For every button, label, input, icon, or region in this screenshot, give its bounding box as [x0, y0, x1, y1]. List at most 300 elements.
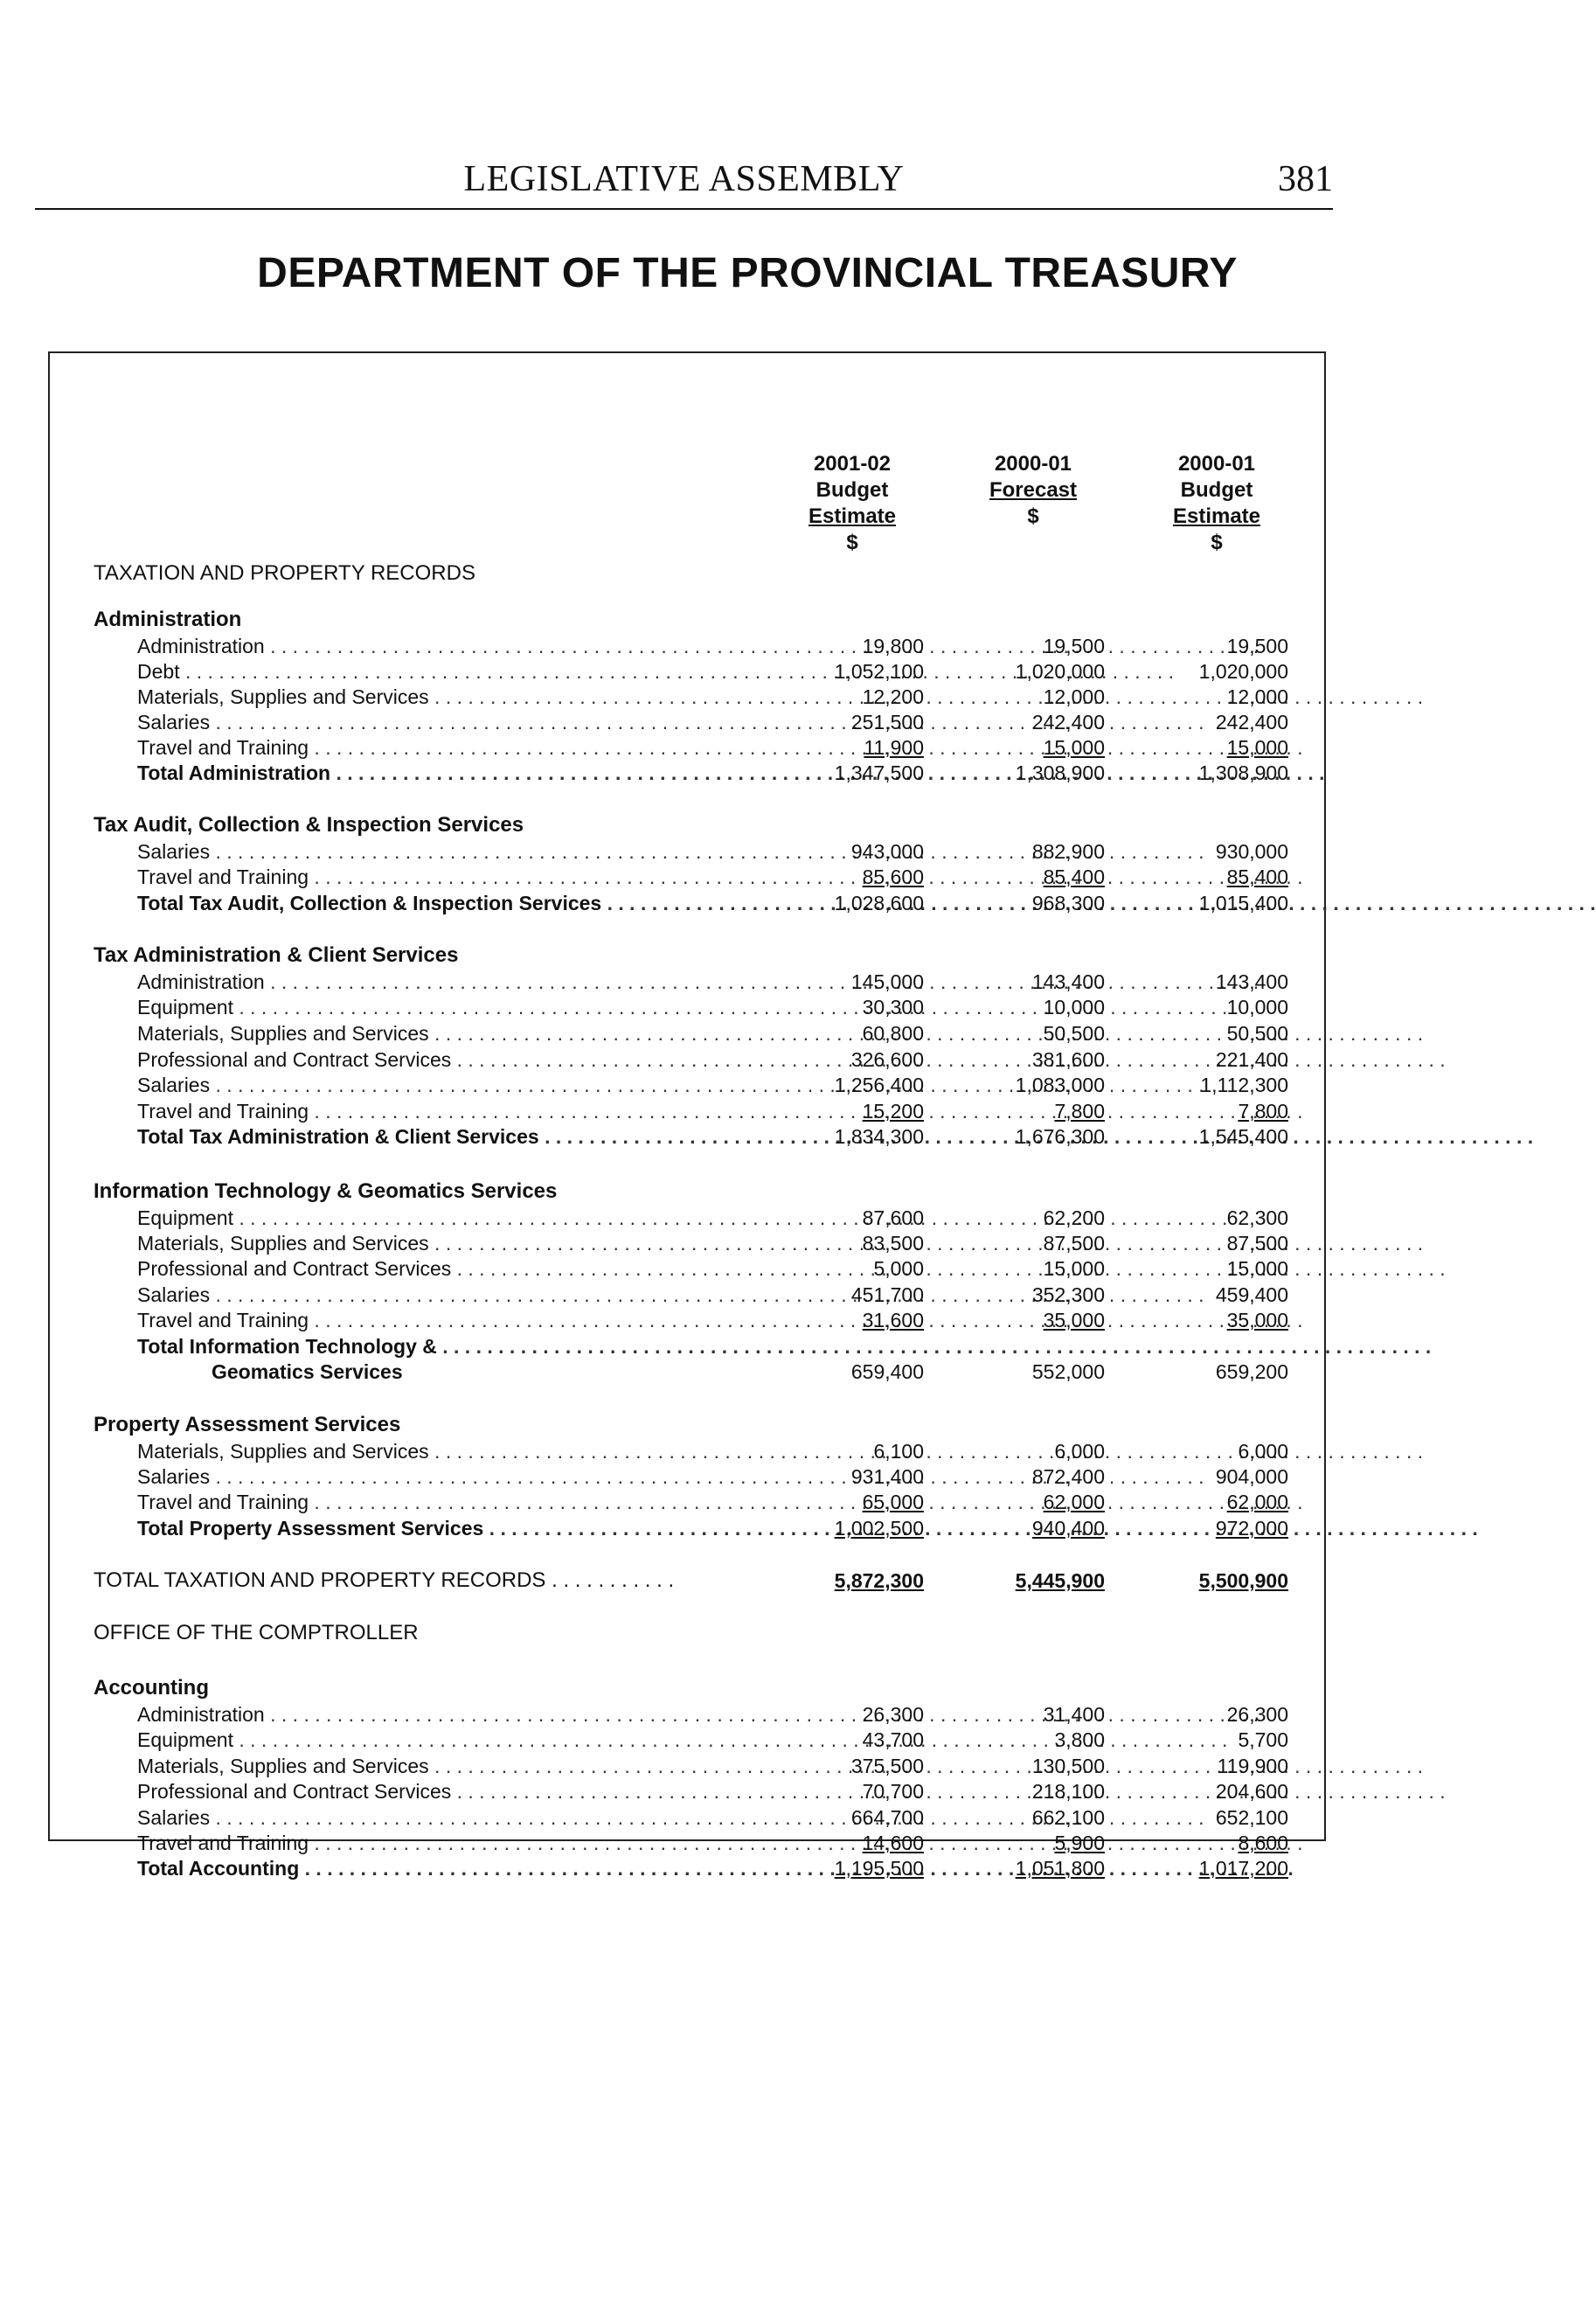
amount-cell: [749, 760, 924, 786]
amount-value: 659,200: [1215, 1360, 1288, 1383]
amount-cell: [930, 1855, 1105, 1881]
row-label: Materials, Supplies and Services . . .: [137, 1753, 784, 1779]
amount-cell: [749, 1438, 924, 1464]
amount-cell: [1114, 1568, 1288, 1594]
amount-cell: [1114, 1515, 1288, 1541]
amount-value: 1,051,800: [1015, 1857, 1105, 1880]
row-label: Materials, Supplies and Services . . .: [137, 1230, 784, 1256]
row-label: Equipment . . .: [137, 1205, 784, 1231]
amount-cell: [1114, 890, 1288, 916]
column-header-line: 2000-01: [994, 452, 1072, 476]
amount-cell: [930, 1830, 1105, 1856]
amount-value: 15,200: [862, 1100, 924, 1123]
amount-cell: [930, 1020, 1105, 1046]
row-label: Professional and Contract Services . . .: [137, 1046, 784, 1073]
column-header-line: Estimate: [1172, 504, 1261, 528]
amount-cell: [930, 1804, 1105, 1831]
amount-cell: [930, 890, 1105, 916]
amount-cell: [1114, 709, 1288, 735]
amount-value: 972,000: [1215, 1517, 1288, 1540]
amount-cell: [749, 658, 924, 685]
amount-value: 119,900: [1217, 1755, 1288, 1777]
amount-value: 85,400: [1226, 866, 1288, 888]
amount-cell: [1114, 1855, 1288, 1881]
amount-cell: [749, 1098, 924, 1124]
amount-cell: [749, 1205, 924, 1231]
amount-value: 60,800: [862, 1022, 924, 1045]
amount-cell: [1114, 1804, 1288, 1831]
amount-cell: [1114, 1778, 1288, 1804]
row-label: Equipment . . .: [137, 994, 784, 1020]
amount-value: 12,200: [862, 685, 924, 708]
amount-value: 19,500: [1043, 635, 1105, 657]
column-header-2001-02-estimate: [765, 451, 940, 556]
row-label: Tax Audit, Collection & Inspection Services: [94, 813, 524, 837]
amount-cell: [749, 1855, 924, 1881]
column-header-line: Estimate: [808, 504, 897, 528]
row-label: Equipment . . .: [137, 1727, 784, 1753]
amount-cell: [1114, 1830, 1288, 1856]
amount-cell: [749, 994, 924, 1020]
column-header-2000-01-estimate: [1129, 451, 1304, 556]
amount-cell: [749, 1123, 924, 1150]
amount-cell: [930, 1727, 1105, 1753]
amount-value: 251,500: [850, 711, 924, 733]
amount-cell: [749, 1778, 924, 1804]
table-row: [50, 1046, 1324, 1073]
row-label: Information Technology & Geomatics Services: [94, 1179, 558, 1203]
amount-value: 14,600: [862, 1832, 924, 1854]
row-label: Salaries . . .: [137, 838, 784, 865]
amount-value: 5,500,900: [1198, 1569, 1288, 1592]
table-row: [50, 1778, 1324, 1804]
estimates-table: [48, 351, 1326, 1880]
amount-cell: [1114, 1489, 1288, 1515]
amount-value: 1,052,100: [834, 660, 924, 683]
amount-value: 87,600: [862, 1206, 924, 1229]
row-label: Administration . . .: [137, 1701, 784, 1728]
amount-value: 242,400: [1215, 711, 1288, 733]
amount-value: 662,100: [1031, 1806, 1105, 1829]
table-row: [50, 684, 1324, 710]
amount-cell: [930, 1205, 1105, 1231]
amount-cell: [1114, 838, 1288, 865]
amount-cell: [1114, 1463, 1288, 1490]
amount-cell: [749, 734, 924, 761]
row-label: Salaries . . .: [137, 1463, 784, 1490]
amount-value: 5,872,300: [834, 1569, 924, 1592]
running-title: LEGISLATIVE ASSEMBLY: [463, 159, 905, 199]
amount-cell: [1114, 1205, 1288, 1231]
amount-value: 221,400: [1215, 1048, 1288, 1071]
table-row: [50, 1072, 1324, 1098]
amount-cell: [1114, 1307, 1288, 1333]
amount-cell: [749, 1701, 924, 1728]
row-label: Travel and Training . . .: [137, 1098, 784, 1124]
amount-value: 62,000: [1226, 1491, 1288, 1513]
amount-value: 3,800: [1054, 1728, 1105, 1751]
amount-value: 904,000: [1215, 1465, 1288, 1488]
amount-cell: [1114, 1123, 1288, 1150]
amount-value: 35,000: [1226, 1309, 1288, 1331]
amount-value: 87,500: [1043, 1232, 1105, 1255]
amount-value: 1,256,400: [834, 1074, 924, 1096]
amount-cell: [1114, 994, 1288, 1020]
amount-value: 143,400: [1215, 970, 1288, 993]
amount-cell: [930, 969, 1105, 995]
currency-symbol: $: [1211, 531, 1223, 554]
amount-value: 1,112,300: [1200, 1074, 1288, 1096]
row-label: Geomatics Services: [212, 1360, 403, 1383]
row-label: Administration . . .: [137, 969, 784, 995]
amount-cell: [1114, 1072, 1288, 1098]
group-row: [50, 1620, 1324, 1646]
row-label: OFFICE OF THE COMPTROLLER: [94, 1621, 419, 1644]
row-label: Materials, Supplies and Services . . .: [137, 1438, 784, 1464]
amount-cell: [930, 1282, 1105, 1308]
amount-value: 70,700: [862, 1780, 924, 1803]
amount-value: 5,445,900: [1015, 1569, 1105, 1592]
amount-cell: [1114, 1230, 1288, 1256]
amount-cell: [749, 1489, 924, 1515]
amount-value: 1,020,000: [1015, 660, 1105, 683]
amount-cell: [749, 1046, 924, 1073]
amount-value: 83,500: [862, 1232, 924, 1255]
amount-value: 65,000: [862, 1491, 924, 1513]
amount-cell: [749, 1020, 924, 1046]
amount-value: 15,000: [1226, 736, 1288, 759]
amount-value: 87,500: [1226, 1232, 1288, 1255]
amount-cell: [749, 1463, 924, 1490]
amount-value: 1,083,000: [1015, 1074, 1105, 1096]
table-row: [50, 1438, 1324, 1464]
amount-cell: [930, 1568, 1105, 1594]
table-row: [50, 1489, 1324, 1515]
amount-cell: [930, 838, 1105, 865]
group-row: [50, 1568, 1324, 1594]
amount-cell: [749, 1830, 924, 1856]
row-label: TOTAL TAXATION AND PROPERTY RECORDS . . . . . . . . . . .: [94, 1568, 675, 1592]
table-row: [50, 1463, 1324, 1490]
column-header-line: 2000-01: [1177, 452, 1256, 476]
amount-cell: [930, 1230, 1105, 1256]
table-row: [50, 1830, 1324, 1856]
amount-cell: [930, 864, 1105, 890]
amount-value: 62,200: [1043, 1206, 1105, 1229]
amount-value: 1,308,900: [1198, 761, 1288, 784]
amount-cell: [930, 1778, 1105, 1804]
amount-cell: [1114, 1255, 1288, 1282]
amount-cell: [930, 734, 1105, 761]
amount-value: 130,500: [1031, 1755, 1105, 1777]
amount-value: 930,000: [1215, 840, 1288, 863]
amount-value: 968,300: [1031, 892, 1105, 914]
currency-symbol: $: [1027, 504, 1039, 528]
amount-value: 204,600: [1215, 1780, 1288, 1803]
row-label: Professional and Contract Services . . .: [137, 1255, 784, 1282]
column-header-line: Forecast: [989, 478, 1078, 502]
total-row: [50, 760, 1324, 786]
amount-cell: [930, 1123, 1105, 1150]
table-row: [50, 1255, 1324, 1282]
section-row: [50, 1412, 1324, 1438]
amount-cell: [749, 1307, 924, 1333]
amount-cell: [749, 1282, 924, 1308]
amount-cell: [1114, 1098, 1288, 1124]
amount-value: 19,800: [862, 635, 924, 657]
table-row: [50, 864, 1324, 890]
amount-value: 943,000: [850, 840, 924, 863]
amount-value: 242,400: [1031, 711, 1105, 733]
amount-value: 1,676,300: [1015, 1125, 1105, 1148]
section-row: [50, 812, 1324, 838]
row-label: Total Property Assessment Services . . .: [137, 1515, 784, 1541]
amount-cell: [930, 1307, 1105, 1333]
amount-cell: [1114, 1727, 1288, 1753]
row-label: Accounting: [94, 1676, 209, 1700]
page-number: 381: [1278, 159, 1333, 199]
table-row: [50, 1727, 1324, 1753]
amount-value: 31,400: [1043, 1703, 1105, 1726]
row-label: Professional and Contract Services . . .: [137, 1778, 784, 1804]
amount-cell: [749, 890, 924, 916]
amount-value: 12,000: [1226, 685, 1288, 708]
amount-cell: [1114, 1359, 1288, 1385]
amount-value: 85,600: [862, 866, 924, 888]
row-label: Administration . . .: [137, 633, 784, 659]
amount-value: 62,300: [1226, 1206, 1288, 1229]
row-label: Administration: [94, 608, 242, 631]
total-row: [50, 1515, 1324, 1541]
section-row: [50, 607, 1324, 633]
amount-cell: [930, 1489, 1105, 1515]
amount-value: 1,545,400: [1198, 1125, 1288, 1148]
table-row: [50, 1753, 1324, 1779]
row-label: Travel and Training . . .: [137, 734, 784, 761]
column-header-line: 2001-02: [813, 452, 892, 476]
row-label: Travel and Training . . .: [137, 864, 784, 890]
section-row: [50, 1178, 1324, 1205]
amount-value: 218,100: [1031, 1780, 1105, 1803]
amount-value: 1,015,400: [1198, 892, 1288, 914]
amount-cell: [749, 838, 924, 865]
amount-cell: [749, 1230, 924, 1256]
amount-value: 143,400: [1031, 970, 1105, 993]
amount-cell: [749, 1753, 924, 1779]
amount-value: 1,834,300: [834, 1125, 924, 1148]
amount-cell: [749, 1804, 924, 1831]
amount-cell: [749, 633, 924, 659]
row-label: Debt . . .: [137, 658, 784, 685]
amount-cell: [930, 1701, 1105, 1728]
row-label: Travel and Training . . .: [137, 1830, 784, 1856]
amount-value: 872,400: [1031, 1465, 1105, 1488]
amount-value: 31,600: [862, 1309, 924, 1331]
amount-cell: [930, 760, 1105, 786]
table-row: [50, 1282, 1324, 1308]
table-row: [50, 1098, 1324, 1124]
amount-cell: [1114, 684, 1288, 710]
row-label: Salaries . . .: [137, 1804, 784, 1831]
amount-value: 5,700: [1238, 1728, 1288, 1751]
amount-cell: [1114, 969, 1288, 995]
amount-cell: [930, 1753, 1105, 1779]
amount-value: 12,000: [1043, 685, 1105, 708]
amount-cell: [930, 684, 1105, 710]
total-row: [50, 1359, 1324, 1385]
table-row: [50, 994, 1324, 1020]
column-header-2000-01-forecast: [946, 451, 1121, 530]
table-row: [50, 1230, 1324, 1256]
amount-value: 381,600: [1031, 1048, 1105, 1071]
amount-value: 26,300: [1226, 1703, 1288, 1726]
currency-symbol: $: [846, 531, 858, 554]
amount-cell: [930, 1438, 1105, 1464]
amount-cell: [749, 864, 924, 890]
amount-cell: [749, 1255, 924, 1282]
row-label: Total Accounting . . .: [137, 1855, 784, 1881]
amount-cell: [1114, 1701, 1288, 1728]
amount-value: 6,100: [873, 1440, 924, 1463]
amount-value: 1,017,200: [1198, 1857, 1288, 1880]
table-row: [50, 1804, 1324, 1831]
amount-cell: [1114, 1282, 1288, 1308]
row-label: Travel and Training . . .: [137, 1489, 784, 1515]
group-row: [50, 560, 1324, 587]
table-row: [50, 658, 1324, 685]
row-label: Total Information Technology & . . .: [137, 1333, 784, 1359]
amount-value: 35,000: [1043, 1309, 1105, 1331]
row-label: Travel and Training . . .: [137, 1307, 784, 1333]
total-row: [50, 1123, 1324, 1150]
amount-value: 659,400: [850, 1360, 924, 1383]
amount-value: 43,700: [862, 1728, 924, 1751]
amount-cell: [749, 1727, 924, 1753]
amount-value: 664,700: [850, 1806, 924, 1829]
row-label: Total Administration . . .: [137, 760, 784, 786]
department-title: DEPARTMENT OF THE PROVINCIAL TREASURY: [257, 250, 1238, 296]
table-row: [50, 1020, 1324, 1046]
amount-value: 50,500: [1043, 1022, 1105, 1045]
amount-value: 1,020,000: [1198, 660, 1288, 683]
amount-value: 5,900: [1054, 1832, 1105, 1854]
amount-value: 459,400: [1215, 1283, 1288, 1306]
amount-cell: [930, 658, 1105, 685]
amount-cell: [930, 1046, 1105, 1073]
total-row: [50, 1333, 1324, 1359]
amount-cell: [930, 1463, 1105, 1490]
amount-value: 10,000: [1226, 996, 1288, 1018]
amount-value: 882,900: [1031, 840, 1105, 863]
amount-value: 931,400: [850, 1465, 924, 1488]
section-row: [50, 1675, 1324, 1701]
table-row: [50, 1307, 1324, 1333]
amount-cell: [1114, 658, 1288, 685]
amount-cell: [749, 1515, 924, 1541]
amount-value: 326,600: [850, 1048, 924, 1071]
row-label: Materials, Supplies and Services . . .: [137, 684, 784, 710]
amount-value: 652,100: [1215, 1806, 1288, 1829]
amount-value: 1,347,500: [834, 761, 924, 784]
amount-value: 6,000: [1238, 1440, 1288, 1463]
total-row: [50, 890, 1324, 916]
amount-value: 940,400: [1031, 1517, 1105, 1540]
table-row: [50, 1701, 1324, 1728]
amount-value: 19,500: [1226, 635, 1288, 657]
row-label: Salaries . . .: [137, 709, 784, 735]
table-row: [50, 633, 1324, 659]
amount-value: 6,000: [1054, 1440, 1105, 1463]
section-row: [50, 942, 1324, 969]
amount-cell: [1114, 1020, 1288, 1046]
amount-cell: [1114, 633, 1288, 659]
amount-cell: [930, 1098, 1105, 1124]
amount-cell: [930, 994, 1105, 1020]
table-row: [50, 1205, 1324, 1231]
row-label: Salaries . . .: [137, 1072, 784, 1098]
row-label: Salaries . . .: [137, 1282, 784, 1308]
amount-value: 375,500: [850, 1755, 924, 1777]
amount-cell: [749, 1359, 924, 1385]
amount-value: 5,000: [873, 1257, 924, 1280]
amount-value: 15,000: [1226, 1257, 1288, 1280]
amount-value: 7,800: [1238, 1100, 1288, 1123]
row-label: Total Tax Administration & Client Services . . .: [137, 1123, 784, 1150]
amount-cell: [749, 709, 924, 735]
amount-value: 552,000: [1031, 1360, 1105, 1383]
amount-cell: [1114, 760, 1288, 786]
amount-cell: [930, 1515, 1105, 1541]
column-header-line: Budget: [1180, 478, 1253, 502]
amount-value: 1,002,500: [834, 1517, 924, 1540]
amount-value: 145,000: [850, 970, 924, 993]
amount-cell: [749, 1568, 924, 1594]
amount-value: 8,600: [1238, 1832, 1288, 1854]
row-label: Property Assessment Services: [94, 1413, 401, 1436]
total-row: [50, 1855, 1324, 1881]
amount-value: 15,000: [1043, 1257, 1105, 1280]
amount-value: 1,195,500: [834, 1857, 924, 1880]
amount-value: 30,300: [862, 996, 924, 1018]
amount-cell: [1114, 1046, 1288, 1073]
amount-cell: [1114, 864, 1288, 890]
amount-value: 451,700: [850, 1283, 924, 1306]
amount-value: 10,000: [1043, 996, 1105, 1018]
amount-cell: [930, 1255, 1105, 1282]
amount-value: 1,308,900: [1015, 761, 1105, 784]
table-row: [50, 709, 1324, 735]
column-header-line: Budget: [815, 478, 889, 502]
amount-cell: [930, 709, 1105, 735]
amount-value: 11,900: [864, 736, 924, 759]
row-label: Materials, Supplies and Services . . .: [137, 1020, 784, 1046]
row-label: Total Tax Audit, Collection & Inspection Services . . .: [137, 890, 784, 916]
row-label: Tax Administration & Client Services: [94, 943, 459, 967]
amount-cell: [749, 1072, 924, 1098]
amount-cell: [930, 1359, 1105, 1385]
amount-cell: [1114, 1753, 1288, 1779]
table-row: [50, 969, 1324, 995]
amount-cell: [749, 969, 924, 995]
amount-value: 62,000: [1043, 1491, 1105, 1513]
amount-value: 26,300: [862, 1703, 924, 1726]
page-header: [35, 157, 1333, 210]
amount-value: 85,400: [1043, 866, 1105, 888]
row-label: TAXATION AND PROPERTY RECORDS: [94, 561, 475, 585]
amount-cell: [1114, 734, 1288, 761]
table-row: [50, 838, 1324, 865]
amount-cell: [749, 684, 924, 710]
